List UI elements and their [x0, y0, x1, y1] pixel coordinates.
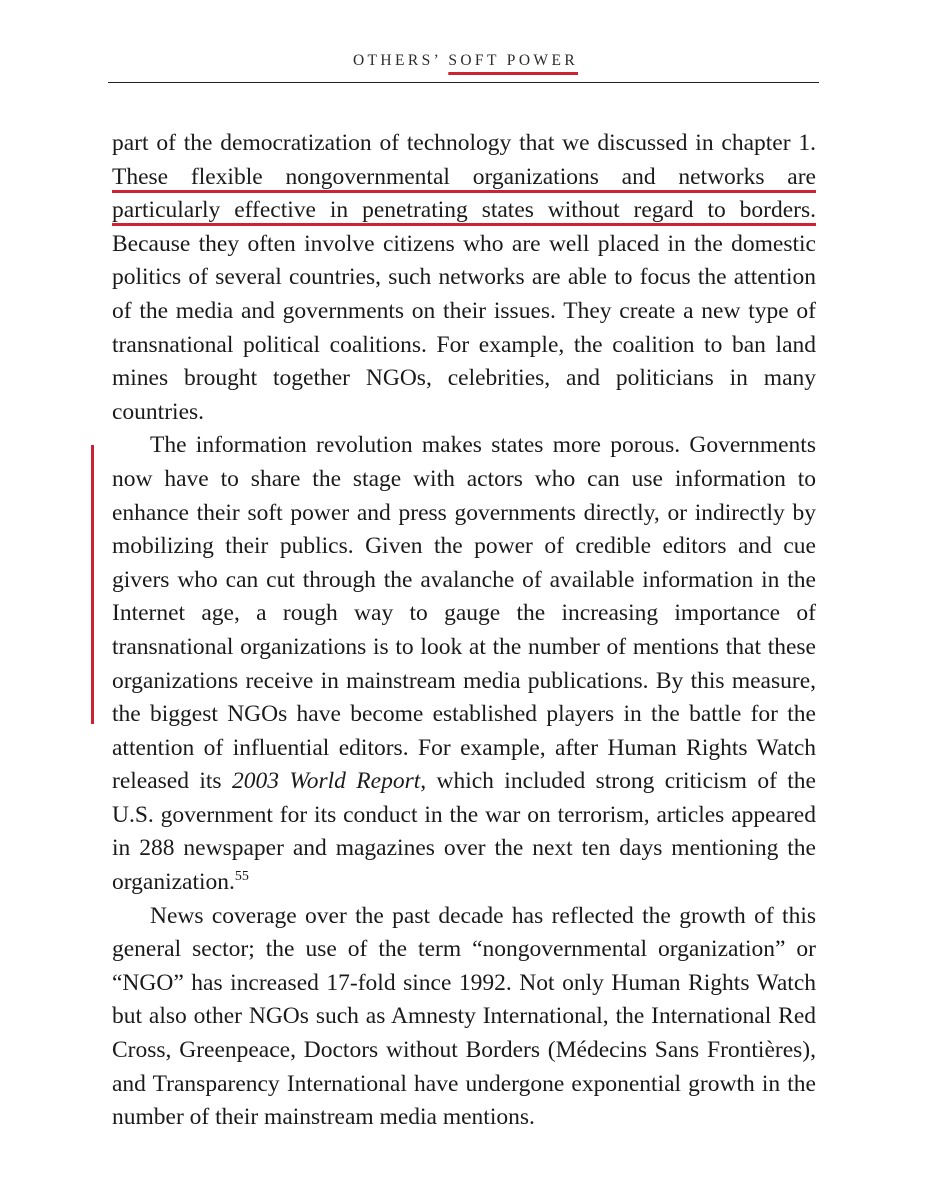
- footnote-ref: 55: [234, 869, 249, 885]
- paragraph: [112, 127, 816, 429]
- text-run: , which included strong criticism of the U.S. government for its conduct in the war on terrorism, articles appeared in 288 newspaper and magazines over the next ten days mentioning the organization.: [112, 768, 816, 896]
- margin-annotation-line: [91, 445, 94, 724]
- body-text: [112, 127, 816, 1135]
- header-rule: [108, 82, 819, 83]
- text-run: News coverage over the past decade has reflected the growth of this general sector; the use of the term “nongovernmental organization” or “NGO” has increased 17-fold since 1992. Not only Human Rights Watch but also other NGOs such as Amnesty International, the International Red Cross, Greenpeace, Doctors without Borders (Médecins Sans Frontières), and Transparency International have undergone exponential growth in the number of their mainstream media mentions.: [112, 902, 816, 1131]
- paragraph: [112, 900, 816, 1135]
- running-head: [0, 52, 931, 70]
- text-run: part of the democratization of technology that we discussed in chapter 1.: [112, 130, 816, 156]
- text-run: Because they often involve citizens who are well placed in the domestic politics of several countries, such networks are able to focus the attention of the media and governments on their issues. They create a new type of transnational political coalitions. For example, the coalition to ban land mines brought together NGOs, celebrities, and politicians in many countries.: [112, 230, 816, 425]
- running-head-prefix: OTHERS’: [352, 52, 442, 69]
- running-head-highlight: SOFT POWER: [448, 52, 579, 69]
- highlighted-text: These flexible nongovernmental organizations and networks are particularly effective in penetrating states without regard to borders.: [112, 163, 816, 224]
- paragraph: [112, 429, 816, 899]
- text-run: The information revolution makes states more porous. Governments now have to share the stage with actors who can use information to enhance their soft power and press governments directly, or indirectly by mobilizing their publics. Given the power of credible editors and cue givers who can cut through the avalanche of available information in the Internet age, a rough way to gauge the increasing importance of transnational organizations is to look at the number of mentions that these organizations receive in mainstream media publications. By this measure, the biggest NGOs have become established players in the battle for the attention of influential editors. For example, after Human Rights Watch released its: [112, 432, 816, 795]
- italic-title: 2003 World Report: [231, 768, 421, 795]
